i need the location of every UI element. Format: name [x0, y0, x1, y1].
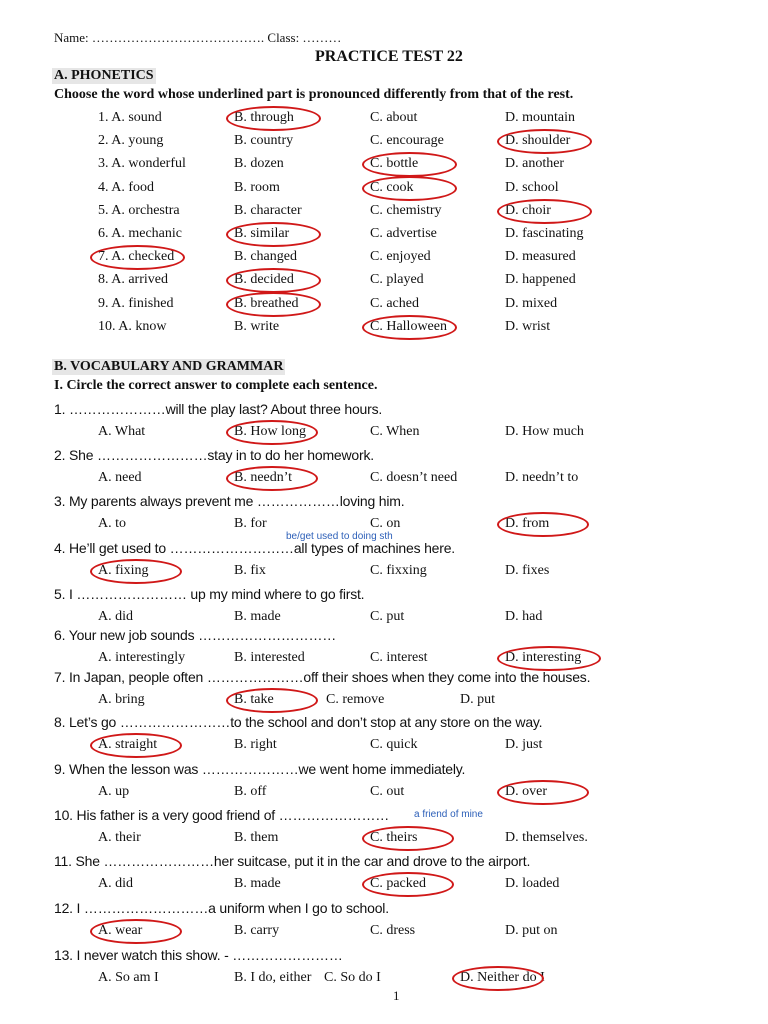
question-6-option-d: D. interesting: [505, 650, 582, 665]
question-2-option-a: A. need: [98, 470, 142, 485]
phonetics-option-9-c: C. ached: [370, 295, 419, 311]
phonetics-option-5-c: C. chemistry: [370, 202, 442, 218]
question-2-option-d: D. needn’t to: [505, 470, 579, 485]
phonetics-option-3-c: C. bottle: [370, 156, 419, 172]
phonetics-option-10-c: C. Halloween: [370, 318, 447, 334]
phonetics-option-6-d: D. fascinating: [505, 226, 584, 241]
question-5-option-b: B. made: [234, 609, 281, 624]
question-6-option-c: C. interest: [370, 650, 428, 665]
question-10-option-c: C. theirs: [370, 830, 418, 845]
phonetics-option-4-d: D. school: [505, 179, 559, 195]
phonetics-option-7-c: C. enjoyed: [370, 249, 431, 265]
question-4-option-c: C. fixxing: [370, 563, 427, 578]
question-11-option-a: A. did: [98, 876, 133, 891]
question-3-option-b: B. for: [234, 516, 267, 531]
phonetics-option-8-a: 8. A. arrived: [98, 272, 168, 288]
question-7-stem: 7. In Japan, people often …………………off their shoes when they come into the houses.: [54, 669, 591, 685]
phonetics-instruction: Choose the word whose underlined part is pronounced differently from that of the rest.: [54, 87, 574, 102]
question-1-option-b: B. How long: [234, 424, 306, 439]
question-8-option-d: D. just: [505, 737, 543, 752]
phonetics-option-3-d: D. another: [505, 156, 565, 172]
note-used-to: be/get used to doing sth: [286, 531, 393, 542]
phonetics-option-8-b: B. decided: [234, 272, 294, 288]
phonetics-option-5-d: D. choir: [505, 202, 551, 218]
question-4-option-b: B. fix: [234, 563, 266, 578]
question-3-option-d: D. from: [505, 516, 550, 531]
question-5-option-d: D. had: [505, 609, 543, 624]
question-3-option-c: C. on: [370, 516, 401, 531]
question-1-option-d: D. How much: [505, 424, 584, 439]
question-13-option-c: C. So do I: [324, 970, 381, 985]
phonetics-option-9-d: D. mixed: [505, 295, 558, 311]
question-12-option-d: D. put on: [505, 923, 558, 938]
phonetics-option-6-b: B. similar: [234, 226, 290, 241]
section-heading-vocabulary: B. VOCABULARY AND GRAMMAR: [54, 359, 284, 374]
question-9-option-d: D. over: [505, 784, 547, 799]
question-11-option-d: D. loaded: [505, 876, 560, 891]
phonetics-option-6-a: 6. A. mechanic: [98, 226, 182, 241]
question-10-stem: 10. His father is a very good friend of ……………………: [54, 807, 390, 823]
question-7-option-b: B. take: [234, 692, 274, 707]
question-9-option-a: A. up: [98, 784, 130, 799]
question-10-option-d: D. themselves.: [505, 830, 588, 845]
question-11-option-c: C. packed: [370, 876, 426, 891]
phonetics-option-2-d: D. shoulder: [505, 133, 571, 149]
phonetics-option-4-a: 4. A. food: [98, 179, 154, 195]
question-13-option-d: D. Neither do I: [460, 970, 545, 985]
question-6-stem: 6. Your new job sounds …………………………: [54, 627, 337, 643]
question-5-stem: 5. I …………………… up my mind where to go first.: [54, 586, 365, 602]
question-1-option-c: C. When: [370, 424, 420, 439]
phonetics-option-1-d: D. mountain: [505, 110, 575, 125]
phonetics-option-7-d: D. measured: [505, 249, 576, 265]
question-13-stem: 13. I never watch this show. - ……………………: [54, 947, 343, 963]
phonetics-option-9-b: B. breathed: [234, 295, 299, 311]
question-13-option-a: A. So am I: [98, 970, 159, 985]
phonetics-option-4-c: C. cook: [370, 179, 414, 195]
phonetics-option-7-a: 7. A. checked: [98, 249, 175, 265]
phonetics-option-2-b: B. country: [234, 133, 294, 149]
question-2-option-b: B. needn’t: [234, 470, 293, 485]
question-8-stem: 8. Let’s go ……………………to the school and don’t stop at any store on the way.: [54, 714, 543, 730]
phonetics-option-1-b: B. through: [234, 110, 294, 125]
page-title: PRACTICE TEST 22: [315, 48, 463, 65]
question-9-option-b: B. off: [234, 784, 267, 799]
phonetics-option-1-a: 1. A. sound: [98, 110, 162, 125]
question-11-stem: 11. She ……………………her suitcase, put it in the car and drove to the airport.: [54, 853, 531, 869]
note-friend-of-mine: a friend of mine: [414, 809, 483, 820]
phonetics-option-8-d: D. happened: [505, 272, 576, 288]
question-5-option-c: C. put: [370, 609, 405, 624]
question-12-stem: 12. I ………………………a uniform when I go to school.: [54, 900, 389, 916]
question-9-option-c: C. out: [370, 784, 405, 799]
name-class-line: Name: …………………………………. Class: ………: [54, 30, 342, 45]
question-4-stem: 4. He’ll get used to ………………………all types of machines here.: [54, 540, 455, 556]
vocabulary-instruction: I. Circle the correct answer to complete each sentence.: [54, 378, 378, 393]
question-4-option-a: A. fixing: [98, 563, 149, 578]
question-8-option-b: B. right: [234, 737, 277, 752]
phonetics-option-5-b: B. character: [234, 202, 302, 218]
question-3-option-a: A. to: [98, 516, 126, 531]
question-10-option-a: A. their: [98, 830, 141, 845]
phonetics-option-3-b: B. dozen: [234, 156, 284, 172]
question-10-option-b: B. them: [234, 830, 279, 845]
question-7-option-d: D. put: [460, 692, 495, 707]
phonetics-option-3-a: 3. A. wonderful: [98, 156, 186, 172]
question-8-option-c: C. quick: [370, 737, 418, 752]
phonetics-option-4-b: B. room: [234, 179, 280, 195]
question-6-option-a: A. interestingly: [98, 650, 186, 665]
question-8-option-a: A. straight: [98, 737, 158, 752]
question-11-option-b: B. made: [234, 876, 281, 891]
section-heading-phonetics: A. PHONETICS: [54, 68, 154, 83]
question-13-option-b: B. I do, either: [234, 970, 312, 985]
question-6-option-b: B. interested: [234, 650, 305, 665]
phonetics-option-7-b: B. changed: [234, 249, 297, 265]
question-7-option-a: A. bring: [98, 692, 145, 707]
phonetics-option-2-a: 2. A. young: [98, 133, 164, 149]
question-7-option-c: C. remove: [326, 692, 385, 707]
phonetics-option-6-c: C. advertise: [370, 226, 437, 241]
question-12-option-c: C. dress: [370, 923, 416, 938]
phonetics-option-8-c: C. played: [370, 272, 424, 288]
question-1-stem: 1. …………………will the play last? About three hours.: [54, 401, 383, 417]
question-9-stem: 9. When the lesson was …………………we went home immediately.: [54, 761, 466, 777]
phonetics-option-10-d: D. wrist: [505, 318, 551, 334]
question-2-option-c: C. doesn’t need: [370, 470, 458, 485]
question-12-option-a: A. wear: [98, 923, 143, 938]
phonetics-option-10-a: 10. A. know: [98, 318, 167, 334]
phonetics-option-5-a: 5. A. orchestra: [98, 202, 180, 218]
phonetics-option-1-c: C. about: [370, 110, 418, 125]
question-4-option-d: D. fixes: [505, 563, 550, 578]
question-5-option-a: A. did: [98, 609, 133, 624]
phonetics-option-10-b: B. write: [234, 318, 280, 334]
phonetics-option-9-a: 9. A. finished: [98, 295, 174, 311]
phonetics-option-2-c: C. encourage: [370, 133, 444, 149]
question-3-stem: 3. My parents always prevent me ………………loving him.: [54, 493, 405, 509]
question-12-option-b: B. carry: [234, 923, 280, 938]
question-2-stem: 2. She ……………………stay in to do her homework.: [54, 447, 374, 463]
question-1-option-a: A. What: [98, 424, 146, 439]
page-number: 1: [393, 988, 400, 1003]
